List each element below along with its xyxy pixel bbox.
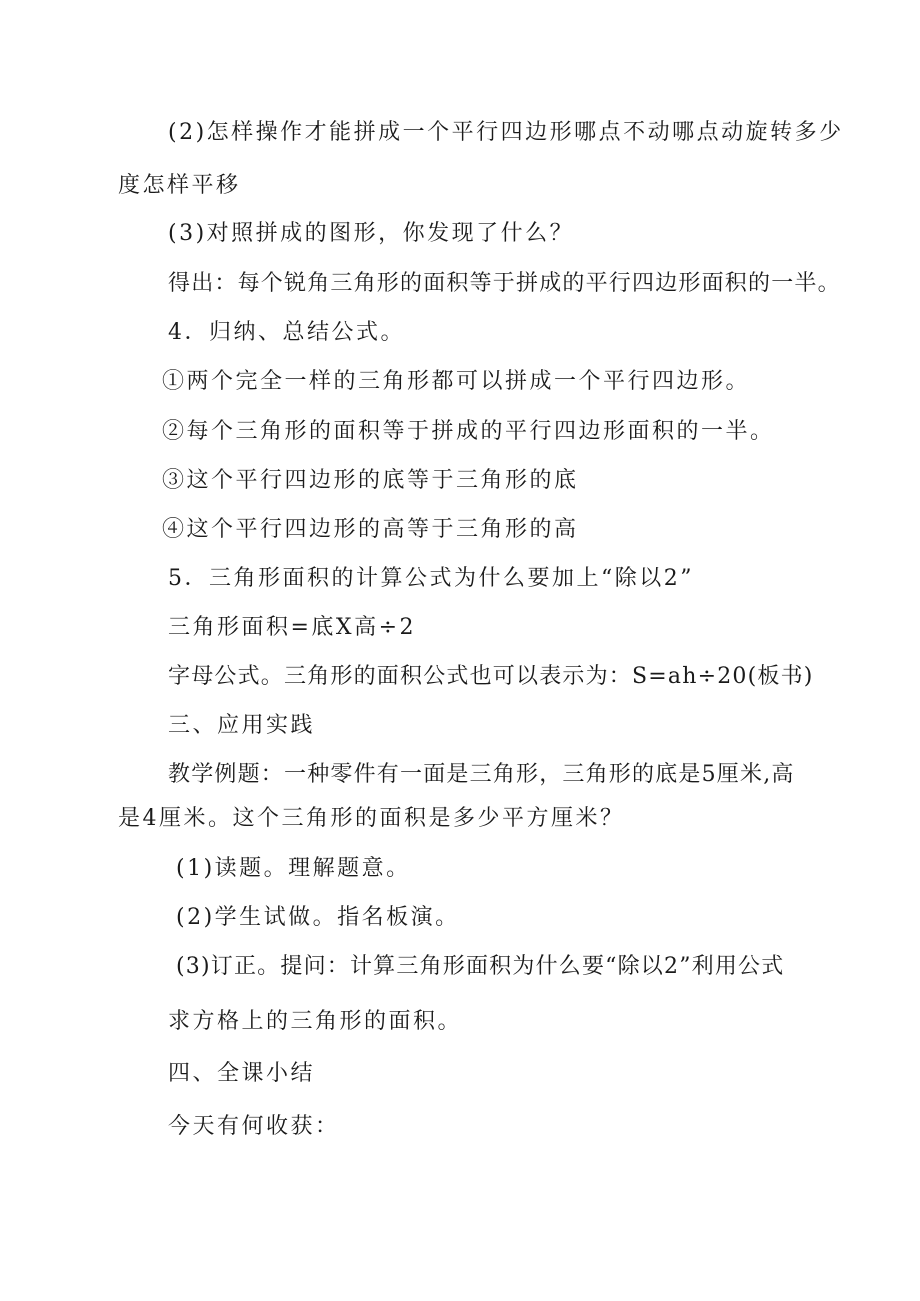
heading-step-5: 5．三角形面积的计算公式为什么要加上“除以2”: [168, 566, 694, 591]
step-correction-cont: 求方格上的三角形的面积。: [168, 1009, 463, 1034]
list-item-3: ③这个平行四边形的底等于三角形的底: [162, 468, 579, 493]
summary-prompt: 今天有何收获：: [168, 1114, 340, 1139]
text-line-question-3: (3)对照拼成的图形，你发现了什么？: [168, 221, 575, 246]
step-correction: (3)订正。提问：计算三角形面积为什么要“除以2”利用公式: [176, 954, 785, 979]
text-line-question-2: (2)怎样操作才能拼成一个平行四边形哪点不动哪点动旋转多少: [168, 120, 844, 145]
text-line-question-2-cont: 度怎样平移: [118, 173, 241, 198]
list-item-2: ②每个三角形的面积等于拼成的平行四边形面积的一半。: [162, 419, 775, 444]
list-item-1: ①两个完全一样的三角形都可以拼成一个平行四边形。: [162, 369, 751, 394]
step-student-try: (2)学生试做。指名板演。: [176, 905, 460, 930]
letter-formula-text: 字母公式。三角形的面积公式也可以表示为：S=ah÷20(板书): [168, 664, 814, 689]
text-line-conclusion: 得出：每个锐角三角形的面积等于拼成的平行四边形面积的一半。: [168, 271, 841, 296]
example-problem-text-cont: 是4厘米。这个三角形的面积是多少平方厘米？: [118, 806, 625, 831]
section-heading-application: 三、应用实践: [168, 713, 316, 738]
step-read-problem: (1)读题。理解题意。: [176, 856, 411, 881]
list-item-4: ④这个平行四边形的高等于三角形的高: [162, 517, 579, 542]
formula-text: 三角形面积=底X高÷2: [168, 615, 417, 640]
section-heading-summary: 四、全课小结: [168, 1061, 316, 1086]
example-problem-text: 教学例题：一种零件有一面是三角形，三角形的底是5厘米,高: [168, 762, 795, 787]
heading-step-4: 4．归纳、总结公式。: [168, 320, 405, 345]
